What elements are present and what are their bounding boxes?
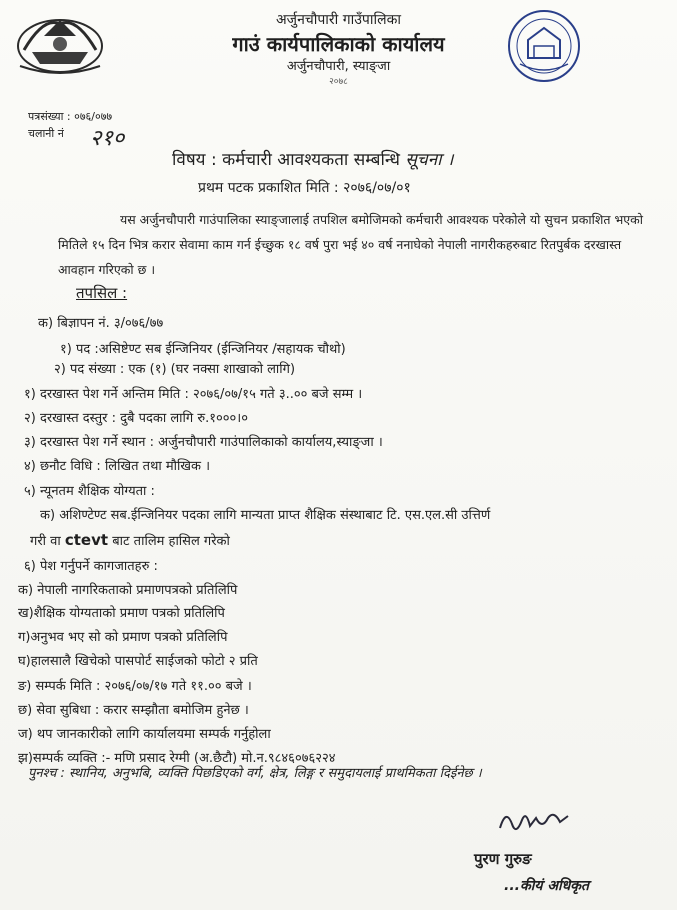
qualification-detail: क) अशिण्टेण्ट सब.ईन्जिनियर पदका लागि मान्यता प्राप्त शैक्षिक संस्थाबाट टि. एस.एल.सी उत्तिर्ण: [40, 508, 491, 523]
contact-person: झ)सम्पर्क व्यक्ति :- मणि प्रसाद रेग्मी (अ.छैटौ) मो.न.९८४६०७६२२४: [18, 751, 336, 766]
qualification-pre: गरी वा: [30, 534, 61, 549]
documents-heading: ६) पेश गर्नुपर्ने कागजातहरु :: [24, 559, 158, 574]
intro-paragraph: [58, 207, 658, 282]
ctevt-term: ctevt: [64, 531, 109, 549]
submission-place: ३) दरखास्त पेश गर्ने स्थान : अर्जुनचौपारी गाउंपालिकाको कार्यालय,स्याङ्जा ।: [24, 435, 383, 450]
subject-line: [172, 147, 453, 170]
municipality-name: अर्जुनचौपारी गाउँपालिका: [275, 12, 401, 28]
subject-text: विषय : कर्मचारी आवश्यकता सम्बन्धि: [172, 150, 401, 170]
signature-scribble-icon: [496, 806, 576, 842]
details-heading: तपसिल :: [76, 284, 128, 302]
office-address: अर्जुनचौपारी, स्याङ्जा: [286, 59, 391, 74]
deadline: १) दरखास्त पेश गर्ने अन्तिम मिति : २०७६/०७/१५ गते ३..०० बजे सम्म ।: [24, 387, 363, 402]
dispatch-label: चलानी नं: [28, 127, 64, 140]
post-title: १) पद :असिष्टेण्ट सब ईन्जिनियर (ईन्जिनियर /सहायक चौथो): [60, 342, 346, 357]
published-date: प्रथम पटक प्रकाशित मिति : २०७६/०७/०१: [198, 180, 411, 196]
min-qualification-heading: ५) न्यूनतम शैक्षिक योग्यता :: [24, 484, 155, 499]
intro-text: यस अर्जुनचौपारी गाउंपालिका स्याङ्जालाई तपशिल बमोजिमको कर्मचारी आवश्यक परेकोले यो सुचन प्रकाशित भएको मितिले १५ दिन भित्र करार सेवामा काम गर्न ईच्छुक १८ वर्ष पुरा भई ४० वर्ष ननाघेको नेपाली नागरीकहरुबाट रितपुर्बक दरखास्त आवहान गरिएको छ ।: [58, 212, 643, 277]
more-info: ज) थप जानकारीको लागि कार्यालयमा सम्पर्क गर्नुहोला: [18, 727, 271, 742]
contact-date: ङ) सम्पर्क मिति : २०७६/०७/१७ गते ११.०० बजे ।: [18, 679, 252, 694]
application-fee: २) दरखास्त दस्तुर : दुबै पदका लागि रु.१०००।०: [24, 411, 248, 426]
doc-experience: ग)अनुभव भए सो को प्रमाण पत्रको प्रतिलिपि: [18, 630, 228, 645]
qualification-post: बाट तालिम हासिल गरेको: [112, 534, 230, 549]
doc-citizenship: क) नेपाली नागरिकताको प्रमाणपत्रको प्रतिलिपि: [18, 583, 238, 598]
office-name: गाउं कार्यपालिकाको कार्यालय: [232, 32, 445, 56]
header-code: २०७८: [329, 77, 348, 87]
subject-notice-word: सूचना ।: [405, 150, 454, 170]
post-count: २) पद संख्या : एक (१) (घर नक्सा शाखाको लागि): [54, 362, 296, 377]
doc-photo: घ)हालसालै खिचेको पासपोर्ट साईजको फोटो २ प्रति: [18, 654, 258, 669]
service-facility: छ) सेवा सुबिधा : करार सम्झौता बमोजिम हुनेछ ।: [18, 703, 249, 718]
signatory-name: पुरण गुरुङ: [474, 850, 532, 868]
signatory-title: ...कीयं अधिकृत: [504, 878, 589, 894]
dispatch-number: २१०: [90, 126, 125, 151]
letter-number: पत्रसंख्या : ०७६/०७७: [28, 110, 113, 123]
postscript-note: पुनश्च : स्थानिय, अनुभबि, व्यक्ति पिछडिएको वर्ग, क्षेत्र, लिङ्ग र समुदायलाई प्राथमिकता दिईनेछ ।: [28, 766, 482, 781]
selection-method: ४) छनौट विधि : लिखित तथा मौखिक ।: [24, 459, 211, 474]
doc-education: ख)शैक्षिक योग्यताको प्रमाण पत्रको प्रतिलिपि: [18, 606, 225, 621]
ad-number: क) बिज्ञापन नं. ३/०७६/७७: [38, 316, 164, 331]
qualification-detail-cont: [30, 531, 230, 549]
